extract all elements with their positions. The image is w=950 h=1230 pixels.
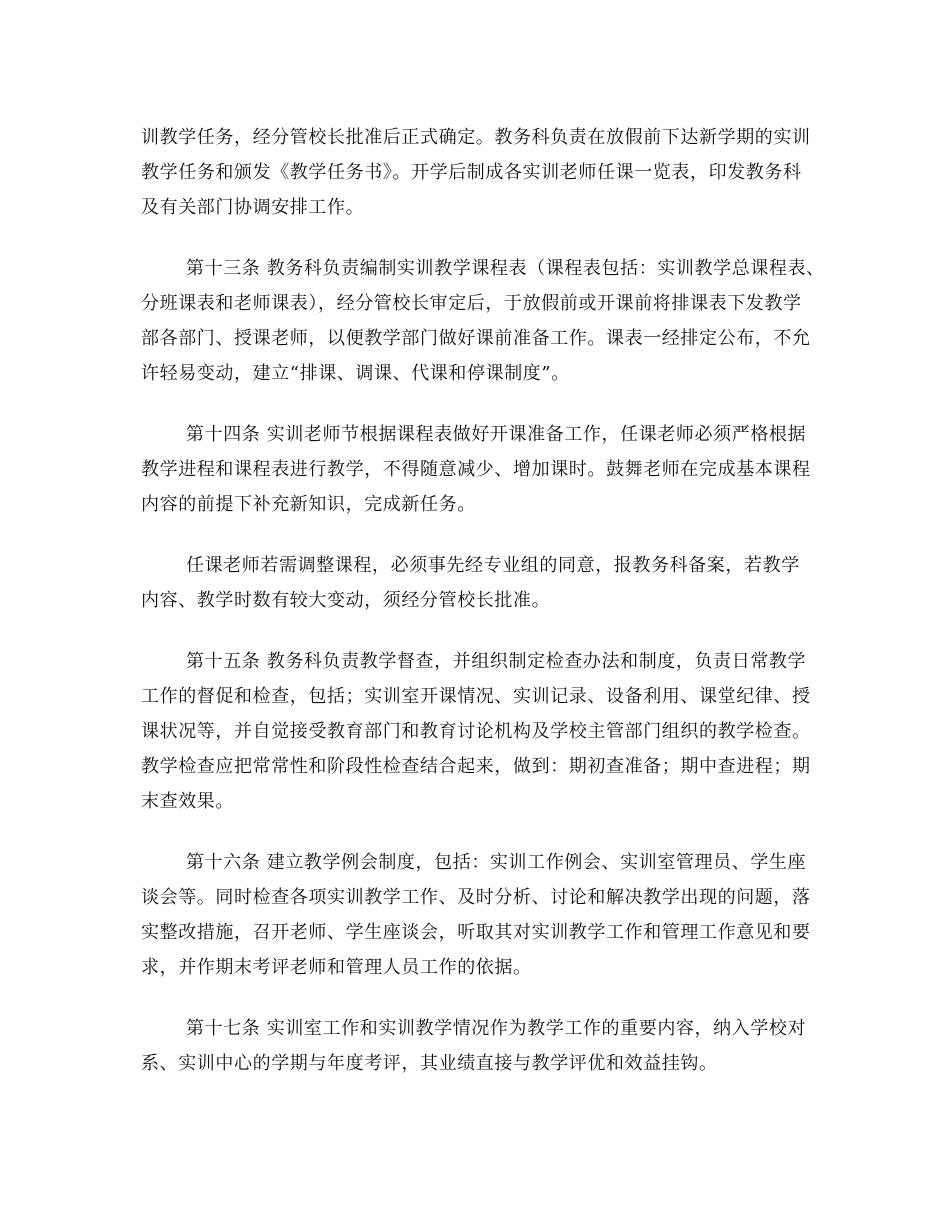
text-line: 内容的前提下补充新知识，完成新任务。 [141, 494, 476, 515]
article-14-heading-line: 第十四条 实训老师节根据课程表做好开课准备工作，任课老师必须严格根据 [186, 424, 807, 445]
article-15-heading-line: 第十五条 教务科负责教学督查，并组织制定检查办法和制度，负责日常教学 [186, 651, 807, 672]
text-line: 工作的督促和检查，包括；实训室开课情况、实训记录、设备利用、课堂纪律、授 [141, 686, 811, 707]
article-13-heading-line: 第十三条 教务科负责编制实训教学课程表（课程表包括：实训教学总课程表、 [186, 258, 825, 279]
text-line: 部各部门、授课老师，以便教学部门做好课前准备工作。课表一经排定公布，不允 [141, 328, 811, 349]
text-line: 内容、教学时数有较大变动，须经分管校长批准。 [141, 590, 551, 611]
article-16-heading-line: 第十六条 建立教学例会制度，包括：实训工作例会、实训室管理员、学生座 [186, 852, 807, 873]
text-line: 训教学任务，经分管校长批准后正式确定。教务科负责在放假前下达新学期的实训 [141, 127, 811, 148]
text-line: 实整改措施，召开老师、学生座谈会，听取其对实训教学工作和管理工作意见和要 [141, 922, 811, 943]
article-17-heading-line: 第十七条 实训室工作和实训教学情况作为教学工作的重要内容，纳入学校对 [186, 1018, 807, 1039]
text-line: 末查效果。 [141, 791, 234, 812]
paragraph-start-line: 任课老师若需调整课程，必须事先经专业组的同意，报教务科备案，若教学 [186, 555, 800, 576]
text-line: 课状况等，并自觉接受教育部门和教育讨论机构及学校主管部门组织的教学检查。 [141, 721, 811, 742]
text-line: 许轻易变动，建立“排课、调课、代课和停课制度”。 [141, 363, 570, 384]
text-line: 分班课表和老师课表），经分管校长审定后，于放假前或开课前将排课表下发教学 [141, 293, 802, 314]
text-line: 教学检查应把常常性和阶段性检查结合起来，做到：期初查准备；期中查进程；期 [141, 756, 811, 777]
text-line: 系、实训中心的学期与年度考评，其业绩直接与教学评优和效益挂钩。 [141, 1053, 718, 1074]
text-line: 教学任务和颁发《教学任务书》。开学后制成各实训老师任课一览表，印发教务科 [141, 162, 802, 183]
text-line: 及有关部门协调安排工作。 [141, 197, 365, 218]
text-line: 谈会等。同时检查各项实训教学工作、及时分析、讨论和解决教学出现的问题，落 [141, 887, 811, 908]
text-line: 求，并作期末考评老师和管理人员工作的依据。 [141, 957, 532, 978]
text-line: 教学进程和课程表进行教学，不得随意减少、增加课时。鼓舞老师在完成基本课程 [141, 459, 811, 480]
